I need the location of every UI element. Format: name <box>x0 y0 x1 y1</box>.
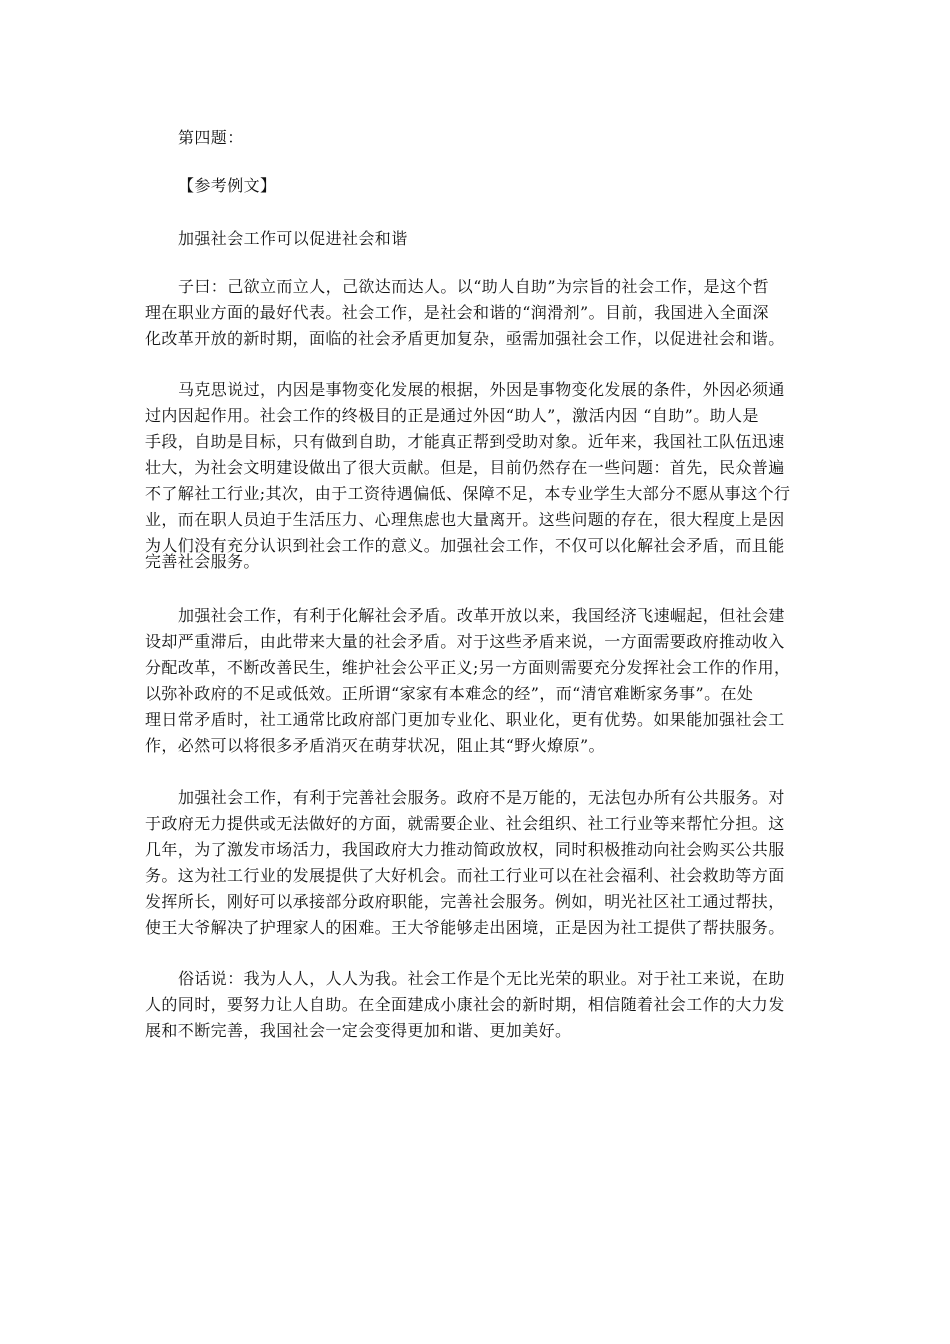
paragraph-line: 子曰：己欲立而立人，己欲达而达人。以“助人自助”为宗旨的社会工作，是这个哲 <box>178 277 770 296</box>
paragraph-line: 以弥补政府的不足或低效。正所谓“家家有本难念的经”，而“清官难断家务事”。在处 <box>145 684 754 703</box>
paragraph-line: 于政府无力提供或无法做好的方面，就需要企业、社会组织、社工行业等来帮忙分担。这 <box>145 814 785 833</box>
paragraph-line: 过内因起作用。社会工作的终极目的正是通过外因“助人”，激活内因 “自助”。助人是 <box>145 406 759 425</box>
paragraph-line: 设却严重滞后，由此带来大量的社会矛盾。对于这些矛盾来说，一方面需要政府推动收入 <box>145 632 785 651</box>
paragraph-line: 加强社会工作，有利于完善社会服务。政府不是万能的，无法包办所有公共服务。对 <box>178 788 785 807</box>
paragraph-line: 人的同时，要努力让人自助。在全面建成小康社会的新时期，相信随着社会工作的大力发 <box>145 995 785 1014</box>
paragraph-line: 作，必然可以将很多矛盾消灭在萌芽状况，阻止其“野火燎原”。 <box>145 736 605 755</box>
paragraph-line: 理日常矛盾时，社工通常比政府部门更加专业化、职业化，更有优势。如果能加强社会工 <box>145 710 785 729</box>
paragraph-line: 理在职业方面的最好代表。社会工作，是社会和谐的“润滑剂”。目前，我国进入全面深 <box>145 303 769 322</box>
paragraph-line: 展和不断完善，我国社会一定会变得更加和谐、更加美好。 <box>145 1021 572 1040</box>
paragraph-line: 完善社会服务。 <box>145 552 260 571</box>
essay-title: 加强社会工作可以促进社会和谐 <box>178 229 408 248</box>
paragraph-line: 加强社会工作，有利于化解社会矛盾。改革开放以来，我国经济飞速崛起，但社会建 <box>178 606 785 625</box>
question-label: 第四题： <box>178 128 244 147</box>
paragraph-line: 使王大爷解决了护理家人的困难。王大爷能够走出困境，正是因为社工提供了帮扶服务。 <box>145 918 785 937</box>
paragraph-line: 壮大，为社会文明建设做出了很大贡献。但是，目前仍然存在一些问题：首先，民众普遍 <box>145 458 785 477</box>
paragraph-line: 俗话说：我为人人，人人为我。社会工作是个无比光荣的职业。对于社工来说，在助 <box>178 969 785 988</box>
paragraph-line: 分配改革，不断改善民生，维护社会公平正义;另一方面则需要充分发挥社会工作的作用， <box>145 658 791 677</box>
paragraph-line: 不了解社工行业;其次，由于工资待遇偏低、保障不足，本专业学生大部分不愿从事这个行 <box>145 484 791 503</box>
paragraph-line: 手段，自助是目标，只有做到自助，才能真正帮到受助对象。近年来，我国社工队伍迅速 <box>145 432 785 451</box>
reference-label: 【参考例文】 <box>178 176 277 195</box>
paragraph-line: 为人们没有充分认识到社会工作的意义。加强社会工作，不仅可以化解社会矛盾，而且能 <box>145 536 785 555</box>
paragraph-line: 业，而在职人员迫于生活压力、心理焦虑也大量离开。这些问题的存在，很大程度上是因 <box>145 510 785 529</box>
paragraph-line: 化改革开放的新时期，面临的社会矛盾更加复杂，亟需加强社会工作，以促进社会和谐。 <box>145 329 785 348</box>
paragraph-line: 发挥所长，刚好可以承接部分政府职能，完善社会服务。例如，明光社区社工通过帮扶， <box>145 892 785 911</box>
paragraph-line: 马克思说过，内因是事物变化发展的根据，外因是事物变化发展的条件，外因必须通 <box>178 380 785 399</box>
paragraph-line: 几年，为了激发市场活力，我国政府大力推动简政放权，同时积极推动向社会购买公共服 <box>145 840 785 859</box>
paragraph-line: 务。这为社工行业的发展提供了大好机会。而社工行业可以在社会福利、社会救助等方面 <box>145 866 785 885</box>
